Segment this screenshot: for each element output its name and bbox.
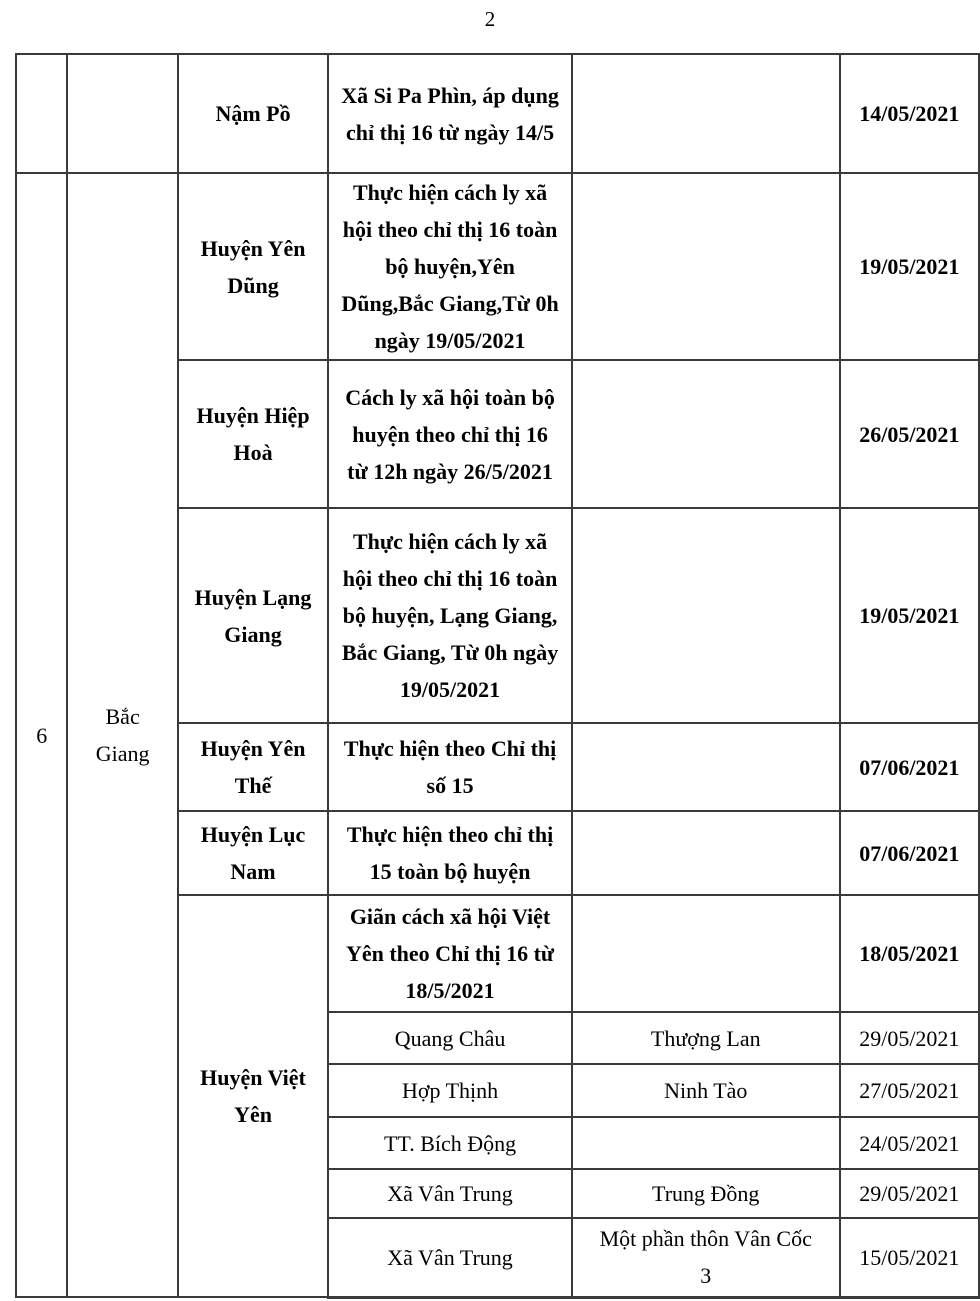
cell-district: Huyện Yên Dũng — [178, 173, 328, 360]
cell-commune — [572, 811, 840, 895]
cell-commune — [572, 173, 840, 360]
cell-date: 14/05/2021 — [840, 54, 979, 173]
cell-group-no: 6 — [16, 173, 67, 1297]
table-row — [16, 54, 979, 173]
cell-district: Huyện Lạng Giang — [178, 508, 328, 723]
cell-date: 29/05/2021 — [840, 1012, 979, 1064]
cell-measure: TT. Bích Động — [328, 1117, 572, 1169]
cell-measure: Quang Châu — [328, 1012, 572, 1064]
cell-date: 27/05/2021 — [840, 1064, 979, 1117]
cell-commune — [572, 508, 840, 723]
cell-date: 26/05/2021 — [840, 360, 979, 508]
page-number: 2 — [484, 7, 496, 31]
cell-measure: Cách ly xã hội toàn bộ huyện theo chỉ thị 16 từ 12h ngày 26/5/2021 — [328, 360, 572, 508]
cell-date: 19/05/2021 — [840, 508, 979, 723]
cell-measure: Xã Vân Trung — [328, 1218, 572, 1297]
measures-table — [15, 53, 980, 1299]
cell-measure: Thực hiện cách ly xã hội theo chỉ thị 16 toàn bộ huyện, Lạng Giang, Bắc Giang, Từ 0h ngày 19/05/2021 — [328, 508, 572, 723]
cell-commune: Một phần thôn Vân Cốc 3 — [572, 1218, 840, 1297]
cell-measure: Giãn cách xã hội Việt Yên theo Chỉ thị 16 từ 18/5/2021 — [328, 895, 572, 1012]
cell-date: 19/05/2021 — [840, 173, 979, 360]
cell-district-viet-yen: Huyện Việt Yên — [178, 895, 328, 1297]
cell-date: 15/05/2021 — [840, 1218, 979, 1297]
cell-commune — [572, 360, 840, 508]
cell-date: 29/05/2021 — [840, 1169, 979, 1218]
cell-district: Huyện Lục Nam — [178, 811, 328, 895]
cell-measure: Hợp Thịnh — [328, 1064, 572, 1117]
cell-no-empty — [16, 54, 67, 173]
cell-date: 18/05/2021 — [840, 895, 979, 1012]
cell-commune — [572, 54, 840, 173]
cell-commune — [572, 895, 840, 1012]
cell-date: 07/06/2021 — [840, 723, 979, 811]
cell-date: 07/06/2021 — [840, 811, 979, 895]
cell-measure: Xã Si Pa Phìn, áp dụng chỉ thị 16 từ ngày 14/5 — [328, 54, 572, 173]
table-row — [16, 173, 979, 360]
cell-district: Nậm Pồ — [178, 54, 328, 173]
cell-district: Huyện Hiệp Hoà — [178, 360, 328, 508]
cell-district: Huyện Yên Thế — [178, 723, 328, 811]
cell-measure: Thực hiện cách ly xã hội theo chỉ thị 16 toàn bộ huyện,Yên Dũng,Bắc Giang,Từ 0h ngày 19/05/2021 — [328, 173, 572, 360]
cell-measure: Thực hiện theo Chỉ thị số 15 — [328, 723, 572, 811]
cell-measure: Xã Vân Trung — [328, 1169, 572, 1218]
cell-commune: Ninh Tào — [572, 1064, 840, 1117]
cell-commune: Thượng Lan — [572, 1012, 840, 1064]
cell-commune — [572, 723, 840, 811]
cell-date: 24/05/2021 — [840, 1117, 979, 1169]
cell-province-empty — [67, 54, 177, 173]
cell-measure: Thực hiện theo chỉ thị 15 toàn bộ huyện — [328, 811, 572, 895]
cell-commune: Trung Đồng — [572, 1169, 840, 1218]
cell-commune — [572, 1117, 840, 1169]
cell-group-province: Bắc Giang — [67, 173, 177, 1297]
